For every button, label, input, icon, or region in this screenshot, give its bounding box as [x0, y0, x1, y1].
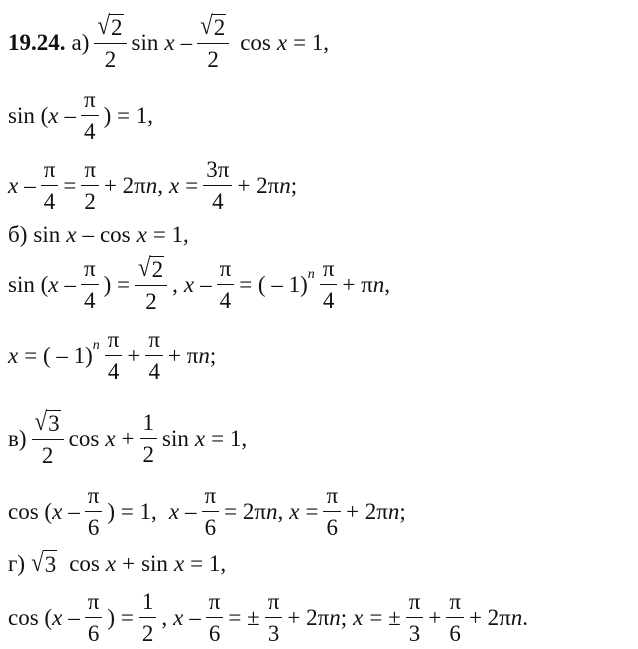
fraction: $\frac{\pi}{4}$ [320, 257, 338, 312]
fraction: $\frac{\pi}{2}$ [81, 158, 99, 213]
equation-b: б) sin x – cos x = 1, [8, 222, 189, 247]
radical-sign: √ [34, 407, 48, 436]
fraction: $\frac{\pi}{3}$ [406, 590, 424, 645]
fraction: $\frac{\pi}{6}$ [323, 484, 341, 539]
equation-g: г) √ 3 cos x + sin x = 1, [8, 548, 227, 577]
fraction: √ 2 2 [197, 14, 229, 71]
fraction: √ 2 2 [135, 256, 167, 313]
problem-number: 19.24. [8, 29, 66, 55]
fraction: $\frac{\pi}{6}$ [85, 590, 103, 645]
radical-sign: √ [200, 11, 213, 40]
equation-a-step1: sin ( x – $\frac{\pi}{4}$ ) = 1, [8, 87, 153, 144]
fraction: $\frac{\pi}{4}$ [81, 257, 99, 312]
fraction: √ 2 2 [94, 14, 126, 71]
radical-sign: √ [97, 11, 110, 40]
equation-g-step1: cos ( x – $\frac{\pi}{6}$ ) = $\frac{1}{2}$ , x – $\frac{\pi}{6}$ = ± $\frac{\pi}{3}$ + 2π n ; x = ± $\frac{\pi}{3}$ + $\frac{\pi}{6}$ + 2π n . [8, 589, 529, 646]
equation-v: в) √ 3 2 cos x + $\frac{1}{2}$ sin x = 1, [8, 407, 248, 468]
fraction: $\frac{1}{2}$ [140, 411, 158, 466]
equation-a: 19.24. а) √ 2 2 sin x – √ 2 2 cos x = 1, [8, 11, 330, 72]
fraction: $\frac{\pi}{6}$ [85, 484, 103, 539]
fraction: $\frac{3\pi}{4}$ [203, 158, 232, 213]
equation-v-step1: cos ( x – $\frac{\pi}{6}$ ) = 1, x – $\frac{\pi}{6}$ = 2π n , x = $\frac{\pi}{6}$ + 2π n ; [8, 483, 406, 540]
equation-b-step2: x = ( – 1) n $\frac{\pi}{4}$ + $\frac{\pi}{4}$ + π n ; [8, 327, 217, 384]
fraction: $\frac{\pi}{4}$ [41, 158, 59, 213]
radical-sign: √ [31, 548, 44, 577]
part-g-label: г) [8, 551, 26, 576]
fraction: $\frac{\pi}{6}$ [202, 484, 220, 539]
fraction: $\frac{\pi}{4}$ [81, 88, 99, 143]
equation-b-step1: sin ( x – $\frac{\pi}{4}$ ) = √ 2 2 , x – $\frac{\pi}{4}$ = ( – 1) n $\frac{\pi}{4}$ + π n , [8, 253, 390, 314]
radical-sign: √ [137, 253, 151, 282]
fraction: √ 3 2 [32, 410, 64, 467]
fraction: $\frac{\pi}{4}$ [145, 328, 163, 383]
fraction: $\frac{\pi}{4}$ [217, 257, 235, 312]
fraction: $\frac{1}{2}$ [139, 590, 157, 645]
part-a-label: а) [71, 29, 90, 55]
part-v-label: в) [8, 425, 27, 451]
fraction: $\frac{\pi}{3}$ [265, 590, 283, 645]
fraction: $\frac{\pi}{6}$ [446, 590, 464, 645]
equation-a-step2: x – $\frac{\pi}{4}$ = $\frac{\pi}{2}$ + 2π n , x = $\frac{3\pi}{4}$ + 2π n ; [8, 157, 298, 214]
fraction: $\frac{\pi}{6}$ [206, 590, 224, 645]
part-b-label: б) [8, 222, 28, 247]
fraction: $\frac{\pi}{4}$ [105, 328, 123, 383]
